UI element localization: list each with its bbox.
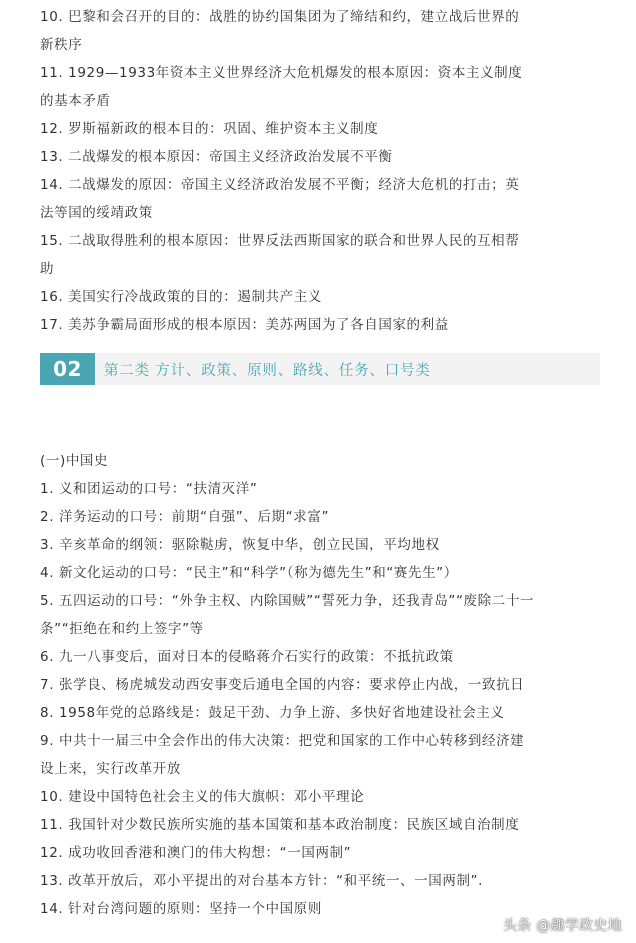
list-line: 4. 新文化运动的口号：“民主”和“科学”（称为德先生”和“赛先生”） (40, 565, 458, 581)
watermark: 头条 @趣学政史地 (502, 918, 622, 934)
list-line: 12. 成功收回香港和澳门的伟大构想：“一国两制” (40, 845, 352, 861)
list-line: 条”“拒绝在和约上签字”等 (40, 621, 204, 637)
list-line: 10. 建设中国特色社会主义的伟大旗帜：邓小平理论 (40, 789, 365, 805)
list-line: 11. 1929—1933年资本主义世界经济大危机爆发的根本原因：资本主义制度 (40, 65, 523, 81)
section-number-badge: 02 (40, 353, 95, 385)
list-line: 16. 美国实行冷战政策的目的：遏制共产主义 (40, 289, 322, 305)
subsection-heading: (一)中国史 (40, 453, 109, 469)
section1-list (40, 0, 600, 339)
list-line: 5. 五四运动的口号：“外争主权、内除国贼”“誓死力争，还我青岛”“废除二十一 (40, 593, 535, 609)
list-line: 的基本矛盾 (40, 93, 111, 109)
list-line: 14. 针对台湾问题的原则：坚持一个中国原则 (40, 901, 322, 917)
article-content (40, 0, 600, 923)
list-line: 10. 巴黎和会召开的目的：战胜的协约国集团为了缔结和约，建立战后世界的 (40, 9, 520, 25)
list-line: 17. 美苏争霸局面形成的根本原因：美苏两国为了各自国家的利益 (40, 317, 449, 333)
list-line: 9. 中共十一届三中全会作出的伟大决策：把党和国家的工作中心转移到经济建 (40, 733, 525, 749)
list-line: 14. 二战爆发的原因：帝国主义经济政治发展不平衡；经济大危机的打击；英 (40, 177, 520, 193)
list-line: 设上来，实行改革开放 (40, 761, 181, 777)
list-line: 15. 二战取得胜利的根本原因：世界反法西斯国家的联合和世界人民的互相帮 (40, 233, 520, 249)
list-line: 7. 张学良、杨虎城发动西安事变后通电全国的内容：要求停止内战，一致抗日 (40, 677, 525, 693)
list-line: 新秩序 (40, 37, 83, 53)
section-banner (40, 353, 600, 385)
list-line: 3. 辛亥革命的纲领：驱除鞑虏，恢复中华，创立民国，平均地权 (40, 537, 440, 553)
section2-list (40, 447, 600, 923)
list-line: 8. 1958年党的总路线是：鼓足干劲、力争上游、多快好省地建设社会主义 (40, 705, 505, 721)
list-line: 13. 二战爆发的根本原因：帝国主义经济政治发展不平衡 (40, 149, 393, 165)
list-line: 助 (40, 261, 55, 277)
list-line: 11. 我国针对少数民族所实施的基本国策和基本政治制度：民族区域自治制度 (40, 817, 520, 833)
list-line: 2. 洋务运动的口号：前期“自强”、后期“求富” (40, 509, 330, 525)
list-line: 1. 义和团运动的口号：“扶清灭洋” (40, 481, 258, 497)
list-line: 13. 改革开放后，邓小平提出的对台基本方针：“和平统一、一国两制”. (40, 873, 484, 889)
list-line: 法等国的绥靖政策 (40, 205, 153, 221)
list-line: 6. 九一八事变后，面对日本的侵略蒋介石实行的政策：不抵抗政策 (40, 649, 454, 665)
list-line: 12. 罗斯福新政的根本目的：巩固、维护资本主义制度 (40, 121, 379, 137)
section-title: 第二类 方计、政策、原则、路线、任务、口号类 (104, 362, 431, 379)
